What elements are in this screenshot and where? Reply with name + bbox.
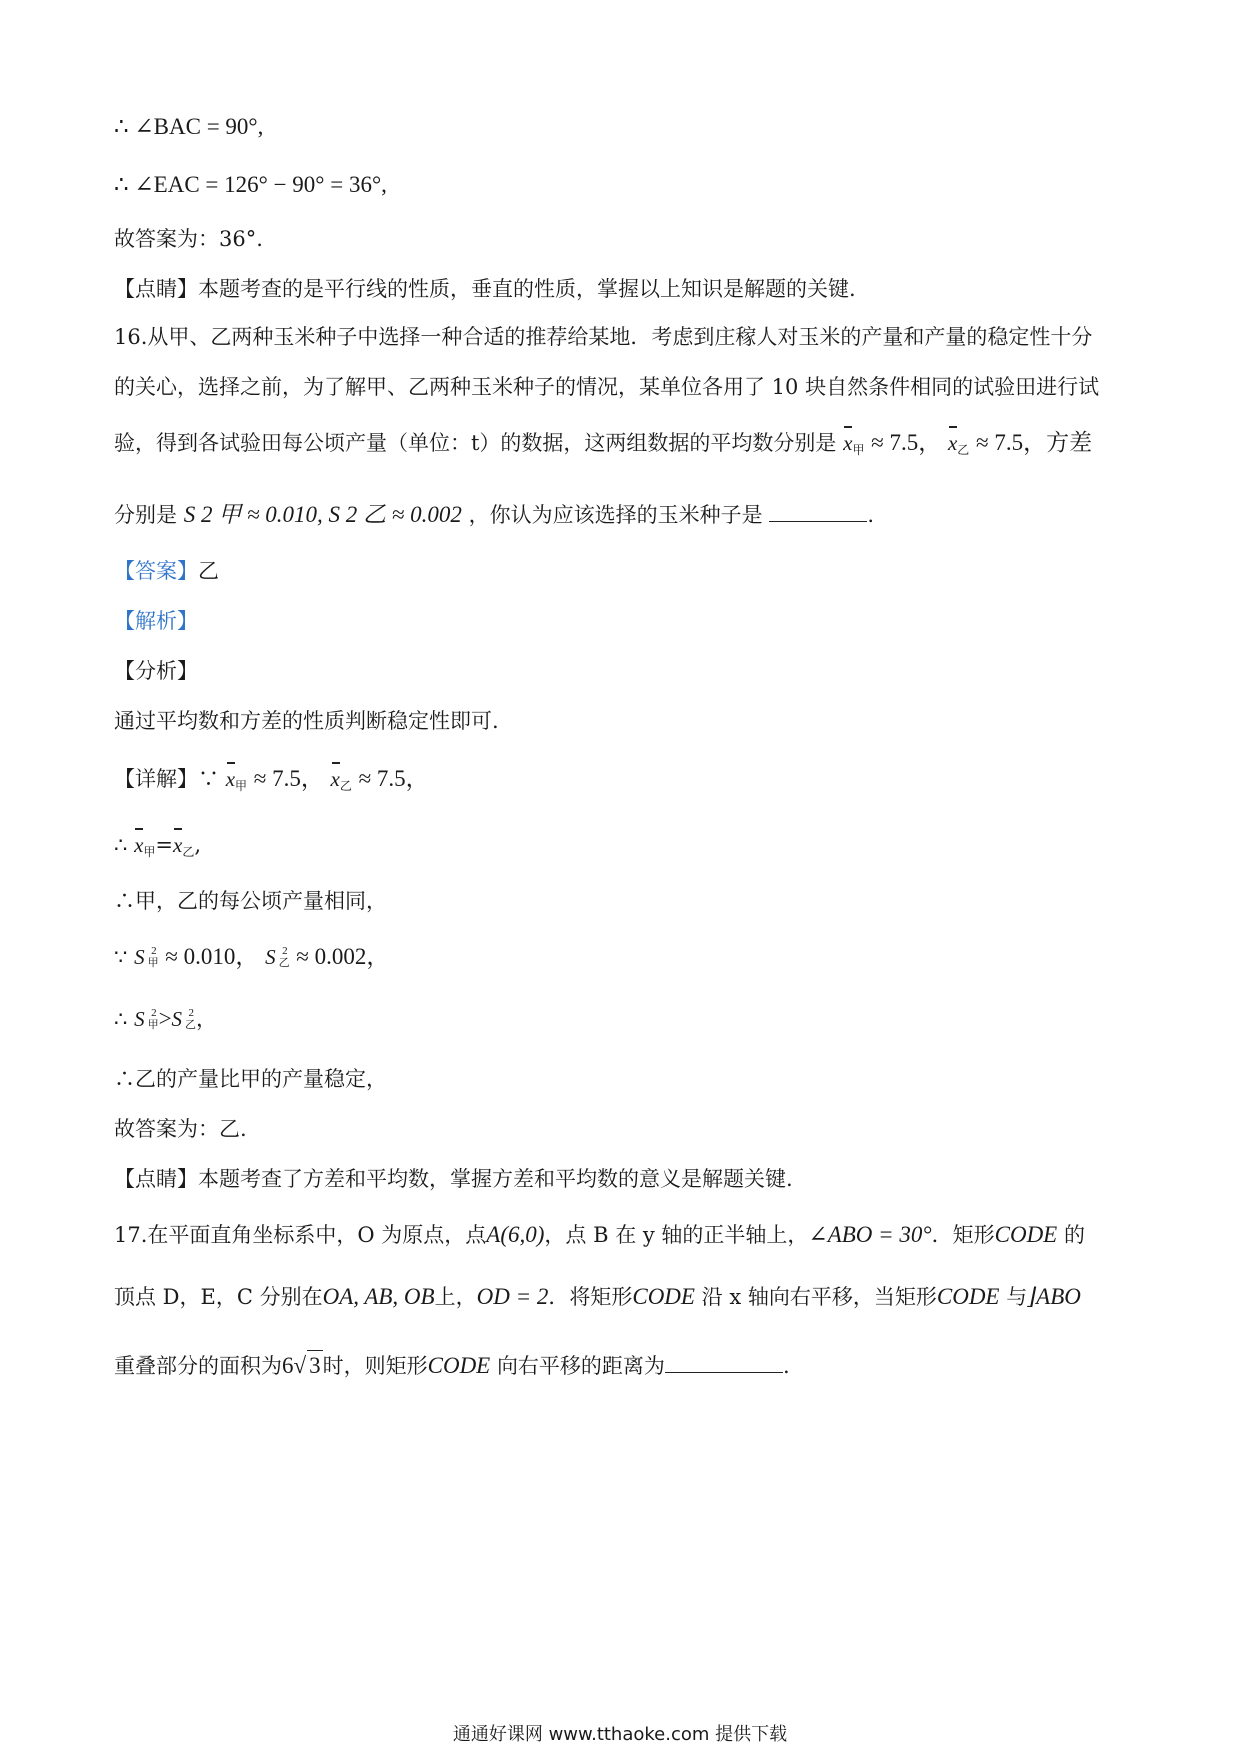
xbar-yi: x [948,428,957,458]
line-dianjing-1: 【点睛】本题考查的是平行线的性质，垂直的性质，掌握以上知识是解题的关键. [114,277,856,301]
s2-yi-2: S 2 乙 [171,1007,197,1031]
s2-jia: S 2 甲 [134,945,159,969]
q17-line-3 [114,1350,790,1381]
answer-line [114,556,219,586]
rect-code-2: CODE [632,1284,695,1309]
q17-1e: ．矩形 [931,1223,995,1247]
q16-line-4-label: 分别是 [114,503,177,527]
q17-2c: 上， [434,1285,477,1309]
greater-sign: > [158,1006,172,1031]
answer-yi-line: 故答案为：乙. [114,1117,247,1141]
q17-line-2 [114,1282,1081,1312]
area-coefficient: 6 [282,1353,294,1378]
sub-yi-3: 乙 [182,845,195,859]
answer-value: 乙 [198,559,219,583]
q16-mean-yi: ≈ 7.5，方差 [976,430,1093,455]
angle-abo: ∠ABO = 30° [808,1222,932,1247]
od-length: OD = 2 [476,1284,549,1309]
q17-line-1 [114,1220,1085,1250]
xbar-jia: x [843,428,852,458]
q17-2g: 沿 x 轴向右平移，当矩形 [701,1285,937,1309]
q16-line-2: 的关心，选择之前，为了解甲、乙两种玉米种子的情况，某单位各用了 10 块自然条件相同的试验田进行试 [114,375,1100,399]
q16-variance-expr: S 2 甲 ≈ 0.010, S 2 乙 ≈ 0.002 [183,502,462,527]
q17-3f: 向右平移的距离为 [496,1354,665,1378]
equal-sign: = [155,833,174,857]
sub-jia-2: 甲 [235,779,248,793]
footer-text: 通通好课网 www.tthaoke.com 提供下载 [452,1724,788,1745]
xbar-jia-2: x [226,764,235,794]
triangle-abo: ⌋ABO [1027,1284,1081,1309]
q17-3a: 重叠部分的面积为 [114,1354,282,1378]
xj-mean-yi: ≈ 7.5， [358,766,429,791]
line-bac: ∴ ∠BAC = 90°, [114,114,264,139]
answer-blank-16 [769,501,867,522]
point-a: A(6,0) [486,1222,545,1247]
line-eac: ∴ ∠EAC = 126° − 90° = 36°, [114,172,387,197]
fenxi-label: 【分析】 [114,659,198,683]
sqrt-radicand: 3 [307,1350,323,1381]
comma-2: ， [196,1007,218,1031]
q17-2a: 顶点 D，E，C 分别在 [114,1285,323,1309]
stability-line: ∴乙的产量比甲的产量稳定， [114,1067,387,1091]
mean-equal-line [114,830,201,867]
period: . [782,1354,790,1378]
q16-line-3 [114,428,1092,465]
q17-1c: ，点 B 在 y 轴的正半轴上， [544,1223,809,1247]
q16-mean-jia: ≈ 7.5， [871,430,942,455]
rect-code-3: CODE [936,1284,1000,1309]
s2-yi: S 2 乙 [265,945,290,969]
sub-yi: 乙 [957,443,970,457]
rect-code-1: CODE [994,1222,1058,1247]
q17-1g: 的 [1063,1223,1085,1247]
rect-code-4: CODE [427,1353,491,1378]
sub-yi-2: 乙 [339,779,352,793]
q16-line-3-text: 验，得到各试验田每公顷产量（单位：t）的数据，这两组数据的平均数分别是 [114,431,837,455]
variance-line [114,942,389,972]
variance-yi-value: ≈ 0.002， [296,944,390,969]
s2-jia-2: S 2 甲 [134,1007,159,1031]
q17-1a: 17.在平面直角坐标系中，O 为原点，点 [114,1223,487,1247]
xiangjie-label: 【详解】∵ [114,767,219,791]
xj-mean-jia: ≈ 7.5， [253,766,324,791]
sub-jia: 甲 [852,443,865,457]
sqrt-symbol: √ [293,1353,307,1378]
comma: , [194,833,202,857]
answer-blank-17 [665,1352,783,1373]
xbar-yi-2: x [331,764,340,794]
fenxi-text: 通过平均数和方差的性质判断稳定性即可. [114,709,499,733]
sub-jia-3: 甲 [143,845,156,859]
jiexi-label: 【解析】 [114,609,198,633]
q17-2i: 与 [1006,1285,1028,1309]
line-dianjing-2: 【点睛】本题考查了方差和平均数，掌握方差和平均数的意义是解题关键. [114,1167,793,1191]
same-yield-line: ∴甲，乙的每公顷产量相同， [114,889,387,913]
line-answer-36: 故答案为：36°. [114,227,263,251]
xiangjie-line [114,764,429,801]
q16-line-1: 16.从甲、乙两种玉米种子中选择一种合适的推荐给某地．考虑到庄稼人对玉米的产量和产量的稳定性十分 [114,325,1093,349]
answer-label: 【答案】 [114,559,198,583]
xbar-jia-3: x [134,830,143,860]
variance-jia-value: ≈ 0.010， [165,944,259,969]
xbar-yi-3: x [173,830,182,860]
q17-3d: 时，则矩形 [322,1354,428,1378]
because-symbol: ∵ [114,945,128,969]
therefore-symbol: ∴ [114,833,128,857]
variance-compare-line [114,1004,217,1034]
q17-2e: ．将矩形 [548,1285,633,1309]
q16-line-4: 分别是 S 2 甲 ≈ 0.010, S 2 乙 ≈ 0.002 ，你认为应该选择的玉米种子是 . [114,502,874,527]
q16-line-4-text: ，你认为应该选择的玉米种子是 [468,503,763,527]
segments: OA, AB, OB [322,1284,435,1309]
therefore-symbol-2: ∴ [114,1007,128,1031]
